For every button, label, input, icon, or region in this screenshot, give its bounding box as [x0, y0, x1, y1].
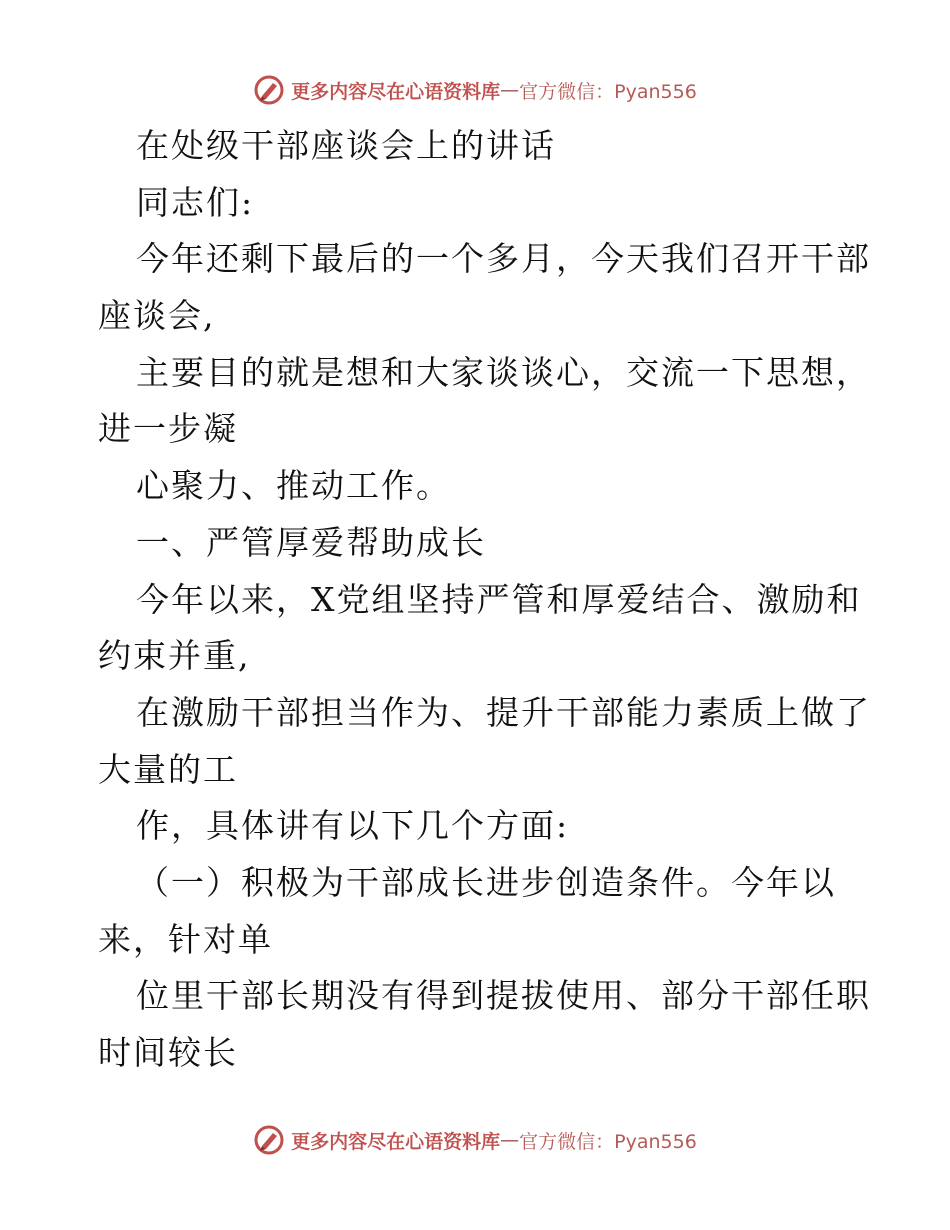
paragraph-line: 作，具体讲有以下几个方面:: [136, 806, 570, 846]
paragraph-line: 今年以来，X党组坚持严管和厚爱结合、激励和: [136, 579, 862, 619]
header-watermark-banner: [0, 70, 950, 110]
document-title: 在处级干部座谈会上的讲话: [136, 126, 556, 165]
pen-logo-icon: [253, 74, 285, 106]
watermark-separator: —: [500, 79, 520, 101]
paragraph-line: 在激励干部担当作为、提升干部能力素质上做了: [136, 692, 871, 732]
paragraph-line: 大量的工: [98, 749, 238, 789]
paragraph-line: 位里干部长期没有得到提拔使用、部分干部任职: [136, 976, 871, 1016]
paragraph-line: 座谈会,: [98, 296, 216, 336]
paragraph-line: 来，针对单: [98, 919, 273, 959]
paragraph-line: 主要目的就是想和大家谈谈心，交流一下思想，: [136, 352, 871, 392]
document-body: [98, 118, 871, 1082]
watermark-text: 更多内容尽在心语资料库: [291, 1130, 501, 1153]
section-heading: 一、严管厚爱帮助成长: [136, 522, 486, 562]
paragraph-line: 今年还剩下最后的一个多月，今天我们召开干部: [136, 239, 871, 279]
subsection-heading: （一）积极为干部成长进步创造条件。今年以: [136, 862, 836, 902]
pen-logo-icon: [253, 1124, 285, 1156]
watermark-text: 更多内容尽在心语资料库: [291, 80, 501, 103]
paragraph-line: 约束并重,: [98, 636, 251, 676]
watermark-wechat: 官方微信：Pyan556: [519, 1130, 697, 1153]
paragraph-line: 心聚力、推动工作。: [136, 466, 451, 506]
paragraph-line: 进一步凝: [98, 409, 238, 449]
paragraph-line: 时间较长: [98, 1033, 238, 1072]
watermark-separator: —: [500, 1129, 520, 1151]
salutation: 同志们:: [136, 182, 255, 222]
footer-watermark-banner: [0, 1120, 950, 1160]
watermark-wechat: 官方微信：Pyan556: [519, 80, 697, 103]
